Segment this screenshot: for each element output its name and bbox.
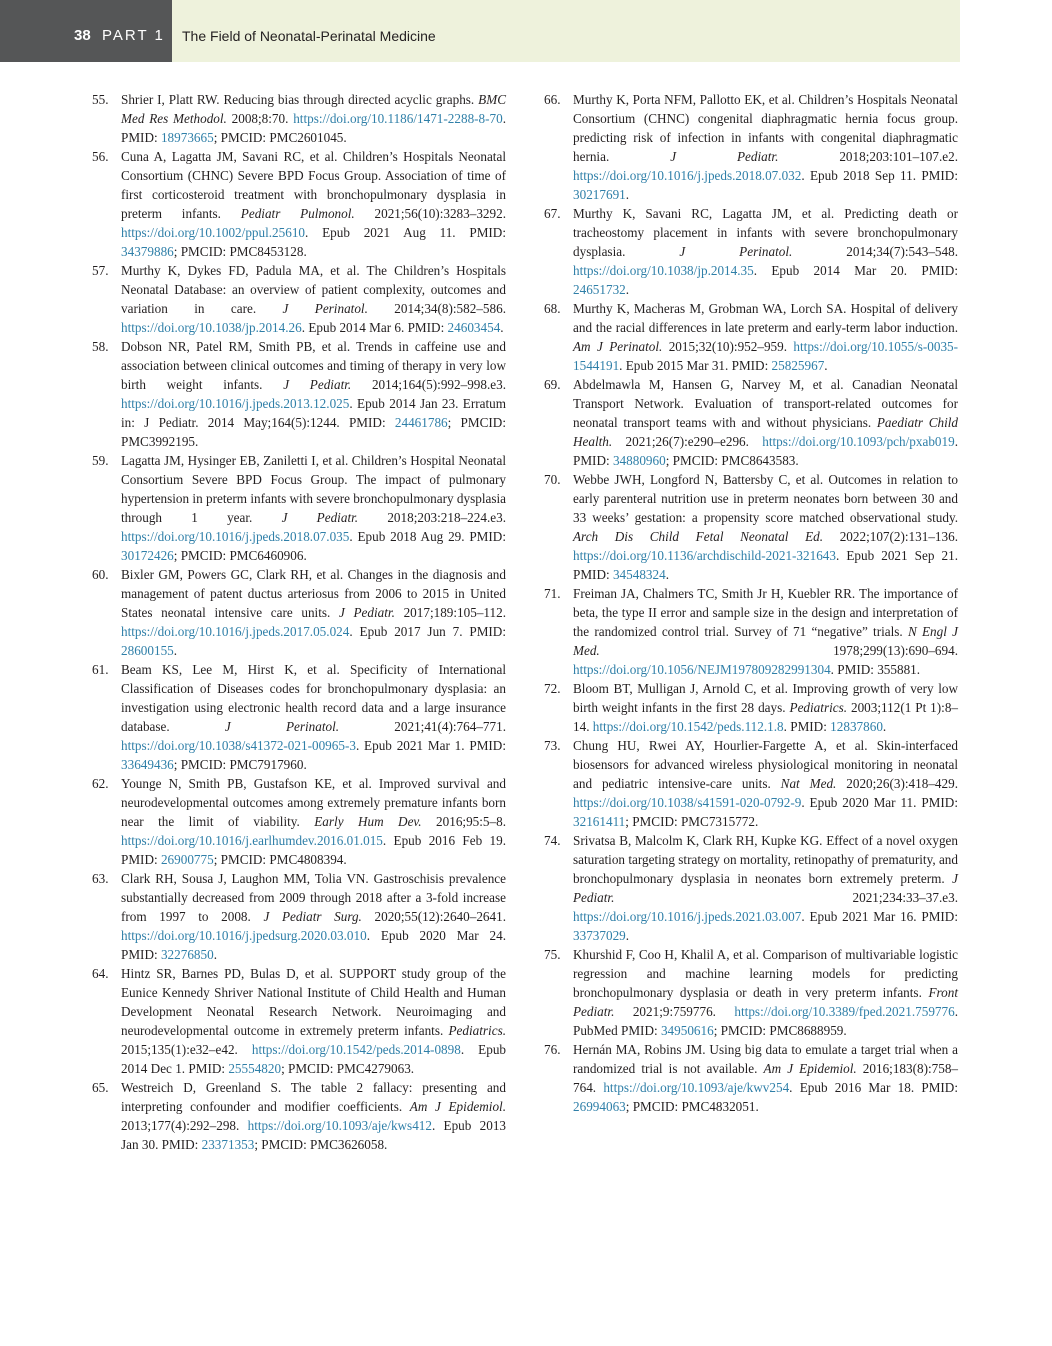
reference-number: 55.: [92, 92, 109, 107]
reference-tail: . Epub 2021 Mar 16. PMID:: [801, 909, 958, 924]
doi-link[interactable]: https://doi.org/10.1038/jp.2014.26: [121, 320, 302, 335]
reference-text: Cuna A, Lagatta JM, Savani RC, et al. Children’s Hospitals Neonatal Consortium (CHNC) Severe BPD Focus Group. Association of time of first corticosteroid treatment with bronchopulmonary dysplasia in preterm infants.: [121, 149, 506, 221]
pmid-link[interactable]: 33649436: [121, 757, 174, 772]
reference-end: ; PMCID: PMC4832051.: [625, 1099, 759, 1114]
reference-journal: Paediatr Child Health.: [573, 415, 959, 449]
reference-details: 2015;32(10):952–959.: [668, 339, 788, 354]
reference-details: 2018;203:218–224.e3.: [387, 510, 506, 525]
reference-journal: Pediatr Pulmonol.: [240, 206, 355, 221]
reference-journal: J Pediatr.: [338, 605, 395, 620]
reference-item: [544, 679, 958, 736]
page-number: 38: [74, 27, 91, 44]
reference-text: Lagatta JM, Hysinger EB, Zaniletti I, et al. Children’s Hospital Neonatal Consortium Severe BPD Focus Group. The impact of pulmonary hypertension in preterm infants with severe bronchopulmonary dysplasia through 1 year.: [121, 453, 506, 525]
doi-link[interactable]: https://doi.org/10.1038/jp.2014.35: [573, 263, 754, 278]
reference-number: 58.: [92, 339, 109, 354]
reference-details: 2014;164(5):992–998.e3.: [371, 377, 507, 392]
pmid-link[interactable]: 26900775: [160, 852, 214, 867]
doi-link[interactable]: https://doi.org/10.1093/pch/pxab019: [762, 434, 955, 449]
reference-number: 56.: [92, 149, 109, 164]
reference-end: ; PMCID: PMC3626058.: [254, 1137, 388, 1152]
reference-tail: . Epub 2021 Aug 11. PMID:: [305, 225, 506, 240]
reference-number: 70.: [544, 472, 561, 487]
reference-item: [92, 90, 506, 147]
reference-text: Freiman JA, Chalmers TC, Smith Jr H, Kuebler RR. The importance of beta, the type II error and sample size in the design and interpretation of the randomized control trial. Survey of 71 “negative” trials.: [573, 586, 958, 639]
pmid-link[interactable]: 34880960: [612, 453, 666, 468]
reference-number: 59.: [92, 453, 109, 468]
page-header: [0, 0, 960, 62]
reference-item: [92, 565, 506, 660]
pmid-link[interactable]: 34548324: [612, 567, 666, 582]
reference-tail: . Epub 2016 Feb 19. PMID:: [121, 833, 506, 867]
pmid-link[interactable]: 25825967: [771, 358, 825, 373]
reference-item: [92, 774, 506, 869]
reference-number: 64.: [92, 966, 109, 981]
reference-tail: . Epub 2016 Mar 18. PMID:: [789, 1080, 958, 1095]
part-label: PART 1: [102, 27, 165, 44]
reference-text: Webbe JWH, Longford N, Battersby C, et al. Outcomes in relation to early parenteral nutrition use in preterm neonates born between 30 and 33 weeks’ gestation: a propensity score matched observational study.: [573, 472, 958, 525]
reference-tail: . Epub 2014 Jan 23. Erratum in: J Pediatr. 2014 May;164(5):1244. PMID:: [121, 396, 506, 430]
reference-text: Murthy K, Macheras M, Grobman WA, Lorch SA. Hospital of delivery and the racial differences in late preterm and early-term labor induction.: [573, 301, 958, 335]
reference-tail: . Epub 2017 Jun 7. PMID:: [349, 624, 506, 639]
reference-item: [92, 261, 506, 337]
reference-tail: . PMID:: [573, 434, 958, 468]
pmid-link[interactable]: 12837860: [830, 719, 883, 734]
reference-number: 73.: [544, 738, 561, 753]
doi-link[interactable]: https://doi.org/10.1038/s41372-021-00965-3: [121, 738, 356, 753]
reference-end: ; PMCID: PMC7315772.: [625, 814, 759, 829]
reference-item: [544, 584, 958, 679]
reference-details: 2013;177(4):292–298.: [121, 1118, 240, 1133]
doi-link[interactable]: https://doi.org/10.1002/ppul.25610: [121, 225, 306, 240]
doi-link[interactable]: https://doi.org/10.1186/1471-2288-8-70: [293, 111, 503, 126]
reference-number: 62.: [92, 776, 109, 791]
reference-item: [544, 736, 958, 831]
reference-item: [544, 375, 958, 470]
pmid-link[interactable]: 30217691: [573, 187, 626, 202]
reference-text: Srivatsa B, Malcolm K, Clark RH, Kupke KG. Effect of a novel oxygen saturation targeting strategy on mortality, retinopathy of prematurity, and bronchopulmonary dysplasia in neonates born extremely preterm.: [573, 833, 958, 886]
reference-text: Bixler GM, Powers GC, Clark RH, et al. Changes in the diagnosis and management of patent ductus arteriosus from 2006 to 2015 in United States neonatal intensive care units.: [121, 567, 506, 620]
chapter-title: The Field of Neonatal-Perinatal Medicine: [182, 28, 436, 44]
doi-link[interactable]: https://doi.org/10.1016/j.earlhumdev.2016.01.015: [121, 833, 383, 848]
reference-text: Abdelmawla M, Hansen G, Narvey M, et al. Canadian Neonatal Transport Network. Evaluation of transport-related outcomes for neonatal transport teams with and without physicians.: [573, 377, 958, 430]
reference-tail: . Epub 2021 Mar 1. PMID:: [355, 738, 506, 753]
reference-end: .: [882, 719, 887, 734]
reference-journal: Am J Epidemiol.: [409, 1099, 507, 1114]
reference-journal: Early Hum Dev.: [314, 814, 422, 829]
reference-tail: . Epub 2015 Mar 31. PMID:: [619, 358, 772, 373]
reference-text: Younge N, Smith PB, Gustafson KE, et al. Improved survival and neurodevelopmental outcomes among extremely premature infants born near the limit of viability.: [121, 776, 506, 829]
reference-journal: BMC Med Res Methodol.: [121, 92, 507, 126]
reference-text: Westreich D, Greenland S. The table 2 fallacy: presenting and interpreting confounder and modifier coefficients.: [121, 1080, 506, 1114]
reference-text: Murthy K, Porta NFM, Pallotto EK, et al. Children’s Hospitals Neonatal Consortium (CHNC) congenital diaphragmatic hernia focus group. predicting risk of infection in infants with congenital diaphragmatic hernia.: [573, 92, 958, 164]
doi-link[interactable]: https://doi.org/10.1016/j.jpedsurg.2020.03.010: [121, 928, 367, 943]
reference-text: Bloom BT, Mulligan J, Arnold C, et al. Improving growth of very low birth weight infants in the first 28 days.: [573, 681, 958, 715]
reference-item: [92, 964, 506, 1078]
reference-details: 2022;107(2):131–136.: [839, 529, 959, 544]
reference-end: .: [625, 187, 630, 202]
reference-end: ; PMCID: PMC4808394.: [213, 852, 347, 867]
reference-journal: J Pediatr.: [283, 377, 352, 392]
reference-tail: . Epub 2021 Sep 21. PMID:: [573, 548, 958, 582]
reference-number: 60.: [92, 567, 109, 582]
reference-end: .: [500, 320, 504, 335]
doi-link[interactable]: https://doi.org/10.1093/aje/kwv254: [603, 1080, 790, 1095]
reference-journal: J Perinatol.: [679, 244, 793, 259]
reference-details: 2021;9:759776.: [632, 1004, 716, 1019]
reference-details: 2017;189:105–112.: [403, 605, 507, 620]
reference-tail: . Epub 2018 Sep 11. PMID:: [801, 168, 958, 183]
reference-details: 2008;8:70.: [231, 111, 289, 126]
reference-journal: J Pediatr Surg.: [263, 909, 362, 924]
pmid-link[interactable]: 34379886: [121, 244, 174, 259]
reference-tail: . Epub 2020 Mar 11. PMID:: [801, 795, 958, 810]
reference-number: 68.: [544, 301, 561, 316]
reference-tail: . Epub 2014 Mar 20. PMID:: [753, 263, 958, 278]
header-page-block: [0, 0, 172, 62]
reference-number: 76.: [544, 1042, 561, 1057]
doi-link[interactable]: https://doi.org/10.1056/NEJM197809282991304: [573, 662, 831, 677]
reference-text: Shrier I, Platt RW. Reducing bias through directed acyclic graphs.: [121, 92, 475, 107]
reference-journal: Am J Epidemiol.: [763, 1061, 857, 1076]
reference-journal: Nat Med.: [780, 776, 837, 791]
reference-journal: J Pediatr.: [281, 510, 359, 525]
reference-journal: J Perinatol.: [224, 719, 340, 734]
reference-journal: Arch Dis Child Fetal Neonatal Ed.: [573, 529, 824, 544]
reference-details: 2016;183(8):758–764.: [573, 1061, 959, 1095]
reference-details: 2014;34(7):543–548.: [846, 244, 958, 259]
doi-link[interactable]: https://doi.org/10.1016/j.jpeds.2017.05.024: [121, 624, 350, 639]
doi-link[interactable]: https://doi.org/10.1093/aje/kws412: [247, 1118, 432, 1133]
reference-number: 74.: [544, 833, 561, 848]
doi-link[interactable]: https://doi.org/10.3389/fped.2021.759776: [734, 1004, 955, 1019]
doi-link[interactable]: https://doi.org/10.1016/j.jpeds.2018.07.035: [121, 529, 350, 544]
reference-number: 71.: [544, 586, 561, 601]
reference-text: Murthy K, Savani RC, Lagatta JM, et al. Predicting death or tracheostomy placement in infants with severe bronchopulmonary dysplasia.: [573, 206, 958, 259]
reference-end: .: [625, 282, 630, 297]
reference-journal: Front Pediatr.: [573, 985, 959, 1019]
reference-end: .: [173, 643, 178, 658]
reference-number: 72.: [544, 681, 561, 696]
pmid-link[interactable]: 24651732: [573, 282, 626, 297]
reference-end: ; PMCID: PMC8643583.: [665, 453, 799, 468]
reference-item: [544, 90, 958, 204]
pmid-link[interactable]: 23371353: [201, 1137, 255, 1152]
reference-details: 2018;203:101–107.e2.: [839, 149, 958, 164]
reference-details: 2021;26(7):e290–e296.: [625, 434, 749, 449]
pmid-link[interactable]: 32276850: [160, 947, 214, 962]
reference-end: .: [824, 358, 828, 373]
pmid-link[interactable]: 26994063: [573, 1099, 626, 1114]
reference-text: Clark RH, Sousa J, Laughon MM, Tolia VN. Gastroschisis prevalence substantially decreased from 2009 through 2018 after a 3-fold increase from 1997 to 2008.: [121, 871, 506, 924]
reference-details: 2014;34(8):582–586.: [394, 301, 507, 316]
reference-end: ; PMCID: PMC8453128.: [173, 244, 307, 259]
reference-number: 69.: [544, 377, 561, 392]
reference-item: [544, 204, 958, 299]
reference-end: ; PMCID: PMC6460906.: [173, 548, 307, 563]
reference-number: 63.: [92, 871, 109, 886]
reference-journal: Am J Perinatol.: [573, 339, 663, 354]
pmid-link[interactable]: 30172426: [121, 548, 174, 563]
reference-item: [92, 1078, 506, 1154]
reference-item: [544, 945, 958, 1040]
doi-link[interactable]: https://doi.org/10.1542/peds.112.1.8: [592, 719, 784, 734]
reference-details: 2020;55(12):2640–2641.: [374, 909, 507, 924]
reference-journal: Pediatrics.: [448, 1023, 507, 1038]
reference-item: [92, 337, 506, 451]
reference-number: 67.: [544, 206, 561, 221]
doi-link[interactable]: https://doi.org/10.1016/j.jpeds.2013.12.025: [121, 396, 350, 411]
reference-item: [92, 147, 506, 261]
reference-number: 57.: [92, 263, 109, 278]
reference-tail: . Epub 2020 Mar 24. PMID:: [121, 928, 506, 962]
pmid-link[interactable]: 32161411: [573, 814, 626, 829]
pmid-link[interactable]: 34950616: [660, 1023, 714, 1038]
reference-tail: . Epub 2018 Aug 29. PMID:: [349, 529, 506, 544]
reference-details: 2020;26(3):418–429.: [846, 776, 958, 791]
reference-tail: . Epub 2014 Dec 1. PMID:: [121, 1042, 507, 1076]
reference-journal: J Pediatr.: [573, 871, 958, 905]
reference-details: 1978;299(13):690–694.: [833, 643, 958, 658]
doi-link[interactable]: https://doi.org/10.1136/archdischild-2021-321643: [573, 548, 836, 563]
reference-tail: . PMID:: [783, 719, 831, 734]
pmid-link[interactable]: 24461786: [394, 415, 448, 430]
reference-text: Dobson NR, Patel RM, Smith PB, et al. Trends in caffeine use and association between clinical outcomes and timing of therapy in very low birth weight infants.: [121, 339, 506, 392]
reference-number: 61.: [92, 662, 109, 677]
reference-end: ; PMCID: PMC7917960.: [173, 757, 307, 772]
reference-journal: Pediatrics.: [789, 700, 848, 715]
reference-end: ; PMCID: PMC2601045.: [213, 130, 347, 145]
reference-tail: . Epub 2014 Mar 6. PMID:: [301, 320, 448, 335]
reference-item: [92, 451, 506, 565]
reference-end: .: [665, 567, 669, 582]
reference-tail: . PMID:: [121, 111, 507, 145]
reference-end: ; PMCID: PMC8688959.: [713, 1023, 847, 1038]
reference-details: 2021;234:33–37.e3.: [852, 890, 958, 905]
reference-details: 2021;56(10):3283–3292.: [374, 206, 507, 221]
pmid-link[interactable]: 28600155: [121, 643, 174, 658]
reference-details: 2021;41(4):764–771.: [394, 719, 507, 734]
reference-text: Beam KS, Lee M, Hirst K, et al. Specificity of International Classification of Diseases codes for bronchopulmonary dysplasia: an investigation using electronic health record data and a large insurance database.: [121, 662, 506, 734]
reference-tail: . PubMed PMID:: [573, 1004, 958, 1038]
doi-link[interactable]: https://doi.org/10.1016/j.jpeds.2021.03.007: [573, 909, 802, 924]
reference-item: [92, 660, 506, 774]
reference-text: Khurshid F, Coo H, Khalil A, et al. Comparison of multivariable logistic regression and machine learning models for predicting bronchopulmonary dysplasia or death in very preterm infants.: [573, 947, 958, 1000]
reference-journal: N Engl J Med.: [573, 624, 958, 658]
reference-item: [544, 470, 958, 584]
reference-item: [544, 831, 958, 945]
doi-link[interactable]: https://doi.org/10.1016/j.jpeds.2018.07.032: [573, 168, 802, 183]
reference-journal: J Perinatol.: [282, 301, 368, 316]
reference-tail: . Epub 2013 Jan 30. PMID:: [121, 1118, 507, 1152]
doi-link[interactable]: https://doi.org/10.1038/s41591-020-0792-9: [573, 795, 802, 810]
reference-item: [544, 299, 958, 375]
reference-number: 75.: [544, 947, 561, 962]
reference-end: .: [213, 947, 217, 962]
reference-end: ; PMCID: PMC3992195.: [121, 415, 506, 449]
reference-text: Chung HU, Rwei AY, Hourlier-Fargette A, et al. Skin-interfaced biosensors for advanced wireless physiological monitoring in neonatal and pediatric intensive-care units.: [573, 738, 958, 791]
pmid-link[interactable]: 18973665: [160, 130, 214, 145]
reference-item: [92, 869, 506, 964]
pmid-link[interactable]: 25554820: [228, 1061, 282, 1076]
references-column-left: [92, 90, 506, 1154]
reference-details: 2016;95:5–8.: [436, 814, 506, 829]
reference-number: 66.: [544, 92, 561, 107]
reference-end: .: [625, 928, 630, 943]
reference-text: Murthy K, Dykes FD, Padula MA, et al. The Children’s Hospitals Neonatal Database: an overview of patient complexity, outcomes and variation in care.: [121, 263, 506, 316]
reference-text: Hintz SR, Barnes PD, Bulas D, et al. SUPPORT study group of the Eunice Kennedy Shriver National Institute of Child Health and Human Development Neonatal Research Network. Neuroimaging and neurodevelopmental outcome in extremely preterm infants.: [121, 966, 506, 1038]
references-column-right: [544, 90, 958, 1116]
reference-journal: J Pediatr.: [670, 149, 779, 164]
reference-end: ; PMCID: PMC4279063.: [281, 1061, 415, 1076]
reference-tail: . PMID: 355881.: [830, 662, 921, 677]
doi-link[interactable]: https://doi.org/10.1055/s-0035-1544191: [573, 339, 959, 373]
reference-text: Hernán MA, Robins JM. Using big data to emulate a target trial when a randomized trial is not available.: [573, 1042, 958, 1076]
doi-link[interactable]: https://doi.org/10.1542/peds.2014-0898: [251, 1042, 461, 1057]
reference-number: 65.: [92, 1080, 109, 1095]
pmid-link[interactable]: 24603454: [447, 320, 501, 335]
reference-item: [544, 1040, 958, 1116]
reference-details: 2015;135(1):e32–e42.: [121, 1042, 238, 1057]
reference-details: 2003;112(1 Pt 1):8–14.: [573, 700, 959, 734]
pmid-link[interactable]: 33737029: [573, 928, 626, 943]
